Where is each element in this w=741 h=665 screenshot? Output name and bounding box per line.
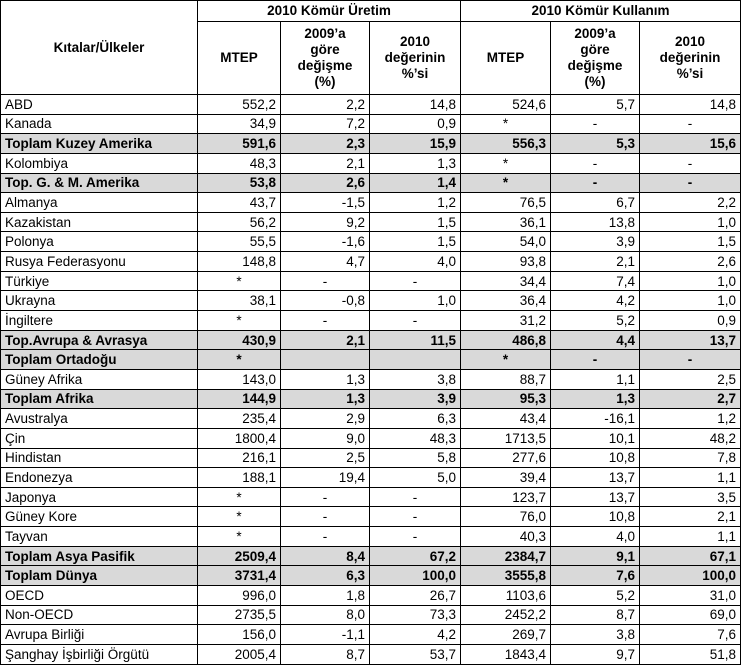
country-name-cell: Avrupa Birliği bbox=[1, 625, 198, 645]
table-row bbox=[1, 114, 741, 134]
country-name-cell: Toplam Dünya bbox=[1, 566, 198, 586]
consumption-share-cell: 2,2 bbox=[640, 193, 741, 213]
country-name-cell: Güney Afrika bbox=[1, 369, 198, 389]
production-change-cell: 19,4 bbox=[281, 468, 370, 488]
production-share-cell: 1,4 bbox=[370, 173, 461, 193]
consumption-mtep-cell: * bbox=[461, 173, 551, 193]
consumption-share-cell: - bbox=[640, 153, 741, 173]
consumption-share-cell: 7,6 bbox=[640, 625, 741, 645]
total-row bbox=[1, 389, 741, 409]
production-group-header: 2010 Kömür Üretim bbox=[198, 1, 461, 22]
country-name-cell: Non-OECD bbox=[1, 605, 198, 625]
production-share-cell bbox=[370, 350, 461, 370]
production-change-cell: - bbox=[281, 527, 370, 547]
consumption-share-cell: 31,0 bbox=[640, 586, 741, 606]
country-name-cell: Rusya Federasyonu bbox=[1, 252, 198, 272]
country-name-cell: Güney Kore bbox=[1, 507, 198, 527]
table-row bbox=[1, 448, 741, 468]
production-mtep-cell: * bbox=[198, 507, 281, 527]
consumption-change-cell: 10,8 bbox=[551, 507, 640, 527]
production-change-cell: - bbox=[281, 271, 370, 291]
production-change-cell: 1,8 bbox=[281, 586, 370, 606]
consumption-change-cell: - bbox=[551, 153, 640, 173]
production-share-cell: - bbox=[370, 271, 461, 291]
production-mtep-cell: 552,2 bbox=[198, 95, 281, 115]
production-change-cell: 8,7 bbox=[281, 644, 370, 664]
consumption-mtep-cell: 3555,8 bbox=[461, 566, 551, 586]
production-change-cell: 2,6 bbox=[281, 173, 370, 193]
consumption-share-cell: 100,0 bbox=[640, 566, 741, 586]
production-share-cell: 5,0 bbox=[370, 468, 461, 488]
consumption-change-cell: -16,1 bbox=[551, 409, 640, 429]
table-row bbox=[1, 95, 741, 115]
consumption-mtep-cell: 269,7 bbox=[461, 625, 551, 645]
production-share-cell: - bbox=[370, 311, 461, 331]
production-mtep-cell: * bbox=[198, 487, 281, 507]
production-change-cell: 9,0 bbox=[281, 428, 370, 448]
consumption-change-cell: 5,2 bbox=[551, 586, 640, 606]
consumption-share-cell: 13,7 bbox=[640, 330, 741, 350]
country-name-cell: Polonya bbox=[1, 232, 198, 252]
total-row bbox=[1, 134, 741, 154]
consumption-mtep-cell: 88,7 bbox=[461, 369, 551, 389]
consumption-mtep-cell: 2452,2 bbox=[461, 605, 551, 625]
table-row bbox=[1, 153, 741, 173]
total-row bbox=[1, 173, 741, 193]
consumption-mtep-header: MTEP bbox=[461, 22, 551, 95]
consumption-change-cell: - bbox=[551, 350, 640, 370]
total-row bbox=[1, 330, 741, 350]
production-change-cell: 8,0 bbox=[281, 605, 370, 625]
consumption-mtep-cell: 1713,5 bbox=[461, 428, 551, 448]
production-mtep-header: MTEP bbox=[198, 22, 281, 95]
total-row bbox=[1, 546, 741, 566]
table-row bbox=[1, 625, 741, 645]
production-change-cell: 7,2 bbox=[281, 114, 370, 134]
country-name-cell: ABD bbox=[1, 95, 198, 115]
consumption-change-cell: 9,7 bbox=[551, 644, 640, 664]
consumption-change-cell: 2,1 bbox=[551, 252, 640, 272]
production-change-cell: -1,6 bbox=[281, 232, 370, 252]
country-name-cell: Kanada bbox=[1, 114, 198, 134]
consumption-share-cell: 1,2 bbox=[640, 409, 741, 429]
production-mtep-cell: 56,2 bbox=[198, 212, 281, 232]
production-share-cell: 4,2 bbox=[370, 625, 461, 645]
country-name-cell: Top. G. & M. Amerika bbox=[1, 173, 198, 193]
consumption-change-cell: 13,7 bbox=[551, 487, 640, 507]
consumption-mtep-cell: 123,7 bbox=[461, 487, 551, 507]
production-change-cell: 1,3 bbox=[281, 369, 370, 389]
production-mtep-cell: 216,1 bbox=[198, 448, 281, 468]
country-name-cell: Tayvan bbox=[1, 527, 198, 547]
total-row bbox=[1, 566, 741, 586]
production-change-header: 2009’a göre değişme (%) bbox=[281, 22, 370, 95]
production-share-cell: 14,8 bbox=[370, 95, 461, 115]
production-mtep-cell: 996,0 bbox=[198, 586, 281, 606]
production-share-cell: 5,8 bbox=[370, 448, 461, 468]
consumption-change-cell: 8,7 bbox=[551, 605, 640, 625]
country-name-cell: Toplam Kuzey Amerika bbox=[1, 134, 198, 154]
consumption-change-cell: 4,2 bbox=[551, 291, 640, 311]
table-row bbox=[1, 193, 741, 213]
consumption-mtep-cell: * bbox=[461, 350, 551, 370]
consumption-share-cell: 1,0 bbox=[640, 291, 741, 311]
production-share-cell: 0,9 bbox=[370, 114, 461, 134]
table-row bbox=[1, 644, 741, 664]
production-change-cell: -0,8 bbox=[281, 291, 370, 311]
production-mtep-cell: 43,7 bbox=[198, 193, 281, 213]
table-row bbox=[1, 369, 741, 389]
production-mtep-cell: 156,0 bbox=[198, 625, 281, 645]
consumption-share-cell: 2,7 bbox=[640, 389, 741, 409]
production-share-cell: 73,3 bbox=[370, 605, 461, 625]
production-share-cell: 53,7 bbox=[370, 644, 461, 664]
production-mtep-cell: * bbox=[198, 271, 281, 291]
country-name-cell: Şanghay İşbirliği Örgütü bbox=[1, 644, 198, 664]
table-row bbox=[1, 311, 741, 331]
production-change-cell: 2,3 bbox=[281, 134, 370, 154]
country-name-cell: Çin bbox=[1, 428, 198, 448]
country-name-cell: Hindistan bbox=[1, 448, 198, 468]
production-share-cell: 6,3 bbox=[370, 409, 461, 429]
consumption-mtep-cell: 95,3 bbox=[461, 389, 551, 409]
consumption-mtep-cell: 93,8 bbox=[461, 252, 551, 272]
production-share-cell: 4,0 bbox=[370, 252, 461, 272]
consumption-share-header: 2010 değerinin %’si bbox=[640, 22, 741, 95]
consumption-mtep-cell: 43,4 bbox=[461, 409, 551, 429]
production-mtep-cell: 2735,5 bbox=[198, 605, 281, 625]
consumption-share-cell: 69,0 bbox=[640, 605, 741, 625]
consumption-share-cell: 67,1 bbox=[640, 546, 741, 566]
consumption-group-header: 2010 Kömür Kullanım bbox=[461, 1, 741, 22]
consumption-share-cell: 0,9 bbox=[640, 311, 741, 331]
production-share-cell: 1,2 bbox=[370, 193, 461, 213]
production-mtep-cell: * bbox=[198, 350, 281, 370]
production-share-cell: 1,5 bbox=[370, 212, 461, 232]
consumption-share-cell: 1,0 bbox=[640, 212, 741, 232]
country-name-cell: Kolombiya bbox=[1, 153, 198, 173]
consumption-change-cell: 13,8 bbox=[551, 212, 640, 232]
production-share-cell: 1,0 bbox=[370, 291, 461, 311]
consumption-change-cell: 3,9 bbox=[551, 232, 640, 252]
country-name-cell: Top.Avrupa & Avrasya bbox=[1, 330, 198, 350]
country-name-cell: Türkiye bbox=[1, 271, 198, 291]
production-change-cell: 6,3 bbox=[281, 566, 370, 586]
consumption-share-cell: 7,8 bbox=[640, 448, 741, 468]
consumption-mtep-cell: 556,3 bbox=[461, 134, 551, 154]
consumption-share-cell: 14,8 bbox=[640, 95, 741, 115]
production-mtep-cell: 48,3 bbox=[198, 153, 281, 173]
consumption-mtep-cell: 34,4 bbox=[461, 271, 551, 291]
country-name-cell: Kazakistan bbox=[1, 212, 198, 232]
table-row bbox=[1, 487, 741, 507]
consumption-share-cell: 3,5 bbox=[640, 487, 741, 507]
production-mtep-cell: 3731,4 bbox=[198, 566, 281, 586]
consumption-change-cell: - bbox=[551, 173, 640, 193]
consumption-change-cell: 7,4 bbox=[551, 271, 640, 291]
production-mtep-cell: 2509,4 bbox=[198, 546, 281, 566]
production-change-cell: 2,1 bbox=[281, 153, 370, 173]
consumption-share-cell: 48,2 bbox=[640, 428, 741, 448]
table-row bbox=[1, 409, 741, 429]
production-mtep-cell: 591,6 bbox=[198, 134, 281, 154]
table-row bbox=[1, 527, 741, 547]
production-mtep-cell: 2005,4 bbox=[198, 644, 281, 664]
production-share-cell: 1,5 bbox=[370, 232, 461, 252]
consumption-share-cell: 51,8 bbox=[640, 644, 741, 664]
country-name-cell: Almanya bbox=[1, 193, 198, 213]
country-name-cell: Avustralya bbox=[1, 409, 198, 429]
table-row bbox=[1, 212, 741, 232]
consumption-change-cell: 1,3 bbox=[551, 389, 640, 409]
country-name-cell: İngiltere bbox=[1, 311, 198, 331]
production-share-cell: 100,0 bbox=[370, 566, 461, 586]
production-change-cell: -1,5 bbox=[281, 193, 370, 213]
consumption-mtep-cell: 40,3 bbox=[461, 527, 551, 547]
production-share-cell: 11,5 bbox=[370, 330, 461, 350]
consumption-share-cell: 2,5 bbox=[640, 369, 741, 389]
production-change-cell: - bbox=[281, 507, 370, 527]
country-name-cell: Endonezya bbox=[1, 468, 198, 488]
total-row bbox=[1, 350, 741, 370]
consumption-share-cell: 2,1 bbox=[640, 507, 741, 527]
production-change-cell: 1,3 bbox=[281, 389, 370, 409]
consumption-mtep-cell: 76,0 bbox=[461, 507, 551, 527]
production-share-cell: 67,2 bbox=[370, 546, 461, 566]
consumption-change-cell: 6,7 bbox=[551, 193, 640, 213]
production-mtep-cell: * bbox=[198, 527, 281, 547]
production-mtep-cell: 235,4 bbox=[198, 409, 281, 429]
production-mtep-cell: 148,8 bbox=[198, 252, 281, 272]
production-mtep-cell: 38,1 bbox=[198, 291, 281, 311]
consumption-change-cell: 4,4 bbox=[551, 330, 640, 350]
production-mtep-cell: 53,8 bbox=[198, 173, 281, 193]
production-mtep-cell: 143,0 bbox=[198, 369, 281, 389]
consumption-change-cell: - bbox=[551, 114, 640, 134]
production-share-cell: 3,9 bbox=[370, 389, 461, 409]
consumption-mtep-cell: 524,6 bbox=[461, 95, 551, 115]
consumption-mtep-cell: 486,8 bbox=[461, 330, 551, 350]
consumption-change-cell: 4,0 bbox=[551, 527, 640, 547]
consumption-change-header: 2009’a göre değişme (%) bbox=[551, 22, 640, 95]
consumption-change-cell: 7,6 bbox=[551, 566, 640, 586]
production-mtep-cell: 34,9 bbox=[198, 114, 281, 134]
consumption-mtep-cell: 76,5 bbox=[461, 193, 551, 213]
consumption-mtep-cell: 36,4 bbox=[461, 291, 551, 311]
consumption-share-cell: 15,6 bbox=[640, 134, 741, 154]
production-share-cell: - bbox=[370, 487, 461, 507]
production-mtep-cell: 55,5 bbox=[198, 232, 281, 252]
production-mtep-cell: * bbox=[198, 311, 281, 331]
country-name-cell: Toplam Afrika bbox=[1, 389, 198, 409]
table-row bbox=[1, 586, 741, 606]
group-header-row bbox=[1, 1, 741, 22]
production-change-cell bbox=[281, 350, 370, 370]
consumption-share-cell: 1,1 bbox=[640, 527, 741, 547]
table-row bbox=[1, 468, 741, 488]
consumption-share-cell: 1,5 bbox=[640, 232, 741, 252]
production-mtep-cell: 144,9 bbox=[198, 389, 281, 409]
consumption-share-cell: - bbox=[640, 350, 741, 370]
country-name-cell: Japonya bbox=[1, 487, 198, 507]
consumption-mtep-cell: 1103,6 bbox=[461, 586, 551, 606]
production-share-cell: - bbox=[370, 507, 461, 527]
production-share-header: 2010 değerinin %’si bbox=[370, 22, 461, 95]
table-row bbox=[1, 271, 741, 291]
production-change-cell: 2,9 bbox=[281, 409, 370, 429]
table-row bbox=[1, 428, 741, 448]
consumption-mtep-cell: 39,4 bbox=[461, 468, 551, 488]
production-change-cell: -1,1 bbox=[281, 625, 370, 645]
table-row bbox=[1, 252, 741, 272]
table-row bbox=[1, 507, 741, 527]
production-mtep-cell: 430,9 bbox=[198, 330, 281, 350]
country-column-header: Kıtalar/Ülkeler bbox=[1, 1, 198, 95]
production-mtep-cell: 1800,4 bbox=[198, 428, 281, 448]
consumption-mtep-cell: 1843,4 bbox=[461, 644, 551, 664]
consumption-mtep-cell: 2384,7 bbox=[461, 546, 551, 566]
consumption-change-cell: 3,8 bbox=[551, 625, 640, 645]
production-change-cell: 8,4 bbox=[281, 546, 370, 566]
country-name-cell: Toplam Ortadoğu bbox=[1, 350, 198, 370]
consumption-change-cell: 13,7 bbox=[551, 468, 640, 488]
consumption-change-cell: 5,3 bbox=[551, 134, 640, 154]
production-share-cell: 15,9 bbox=[370, 134, 461, 154]
consumption-share-cell: 1,1 bbox=[640, 468, 741, 488]
production-share-cell: 48,3 bbox=[370, 428, 461, 448]
table-row bbox=[1, 291, 741, 311]
consumption-share-cell: - bbox=[640, 173, 741, 193]
production-change-cell: - bbox=[281, 311, 370, 331]
table-body bbox=[1, 95, 741, 665]
production-change-cell: - bbox=[281, 487, 370, 507]
consumption-mtep-cell: * bbox=[461, 153, 551, 173]
production-change-cell: 2,5 bbox=[281, 448, 370, 468]
consumption-share-cell: 2,6 bbox=[640, 252, 741, 272]
consumption-share-cell: 1,0 bbox=[640, 271, 741, 291]
production-share-cell: 26,7 bbox=[370, 586, 461, 606]
production-mtep-cell: 188,1 bbox=[198, 468, 281, 488]
country-name-cell: Toplam Asya Pasifik bbox=[1, 546, 198, 566]
consumption-mtep-cell: 31,2 bbox=[461, 311, 551, 331]
consumption-change-cell: 10,1 bbox=[551, 428, 640, 448]
production-change-cell: 2,1 bbox=[281, 330, 370, 350]
consumption-mtep-cell: 36,1 bbox=[461, 212, 551, 232]
country-name-cell: Ukrayna bbox=[1, 291, 198, 311]
table-row bbox=[1, 232, 741, 252]
consumption-mtep-cell: 54,0 bbox=[461, 232, 551, 252]
consumption-mtep-cell: 277,6 bbox=[461, 448, 551, 468]
production-share-cell: 3,8 bbox=[370, 369, 461, 389]
consumption-change-cell: 1,1 bbox=[551, 369, 640, 389]
production-share-cell: 1,3 bbox=[370, 153, 461, 173]
country-name-cell: OECD bbox=[1, 586, 198, 606]
consumption-change-cell: 9,1 bbox=[551, 546, 640, 566]
production-change-cell: 4,7 bbox=[281, 252, 370, 272]
production-share-cell: - bbox=[370, 527, 461, 547]
production-change-cell: 9,2 bbox=[281, 212, 370, 232]
consumption-change-cell: 10,8 bbox=[551, 448, 640, 468]
production-change-cell: 2,2 bbox=[281, 95, 370, 115]
consumption-share-cell: - bbox=[640, 114, 741, 134]
consumption-change-cell: 5,7 bbox=[551, 95, 640, 115]
consumption-mtep-cell: * bbox=[461, 114, 551, 134]
table-row bbox=[1, 605, 741, 625]
consumption-change-cell: 5,2 bbox=[551, 311, 640, 331]
